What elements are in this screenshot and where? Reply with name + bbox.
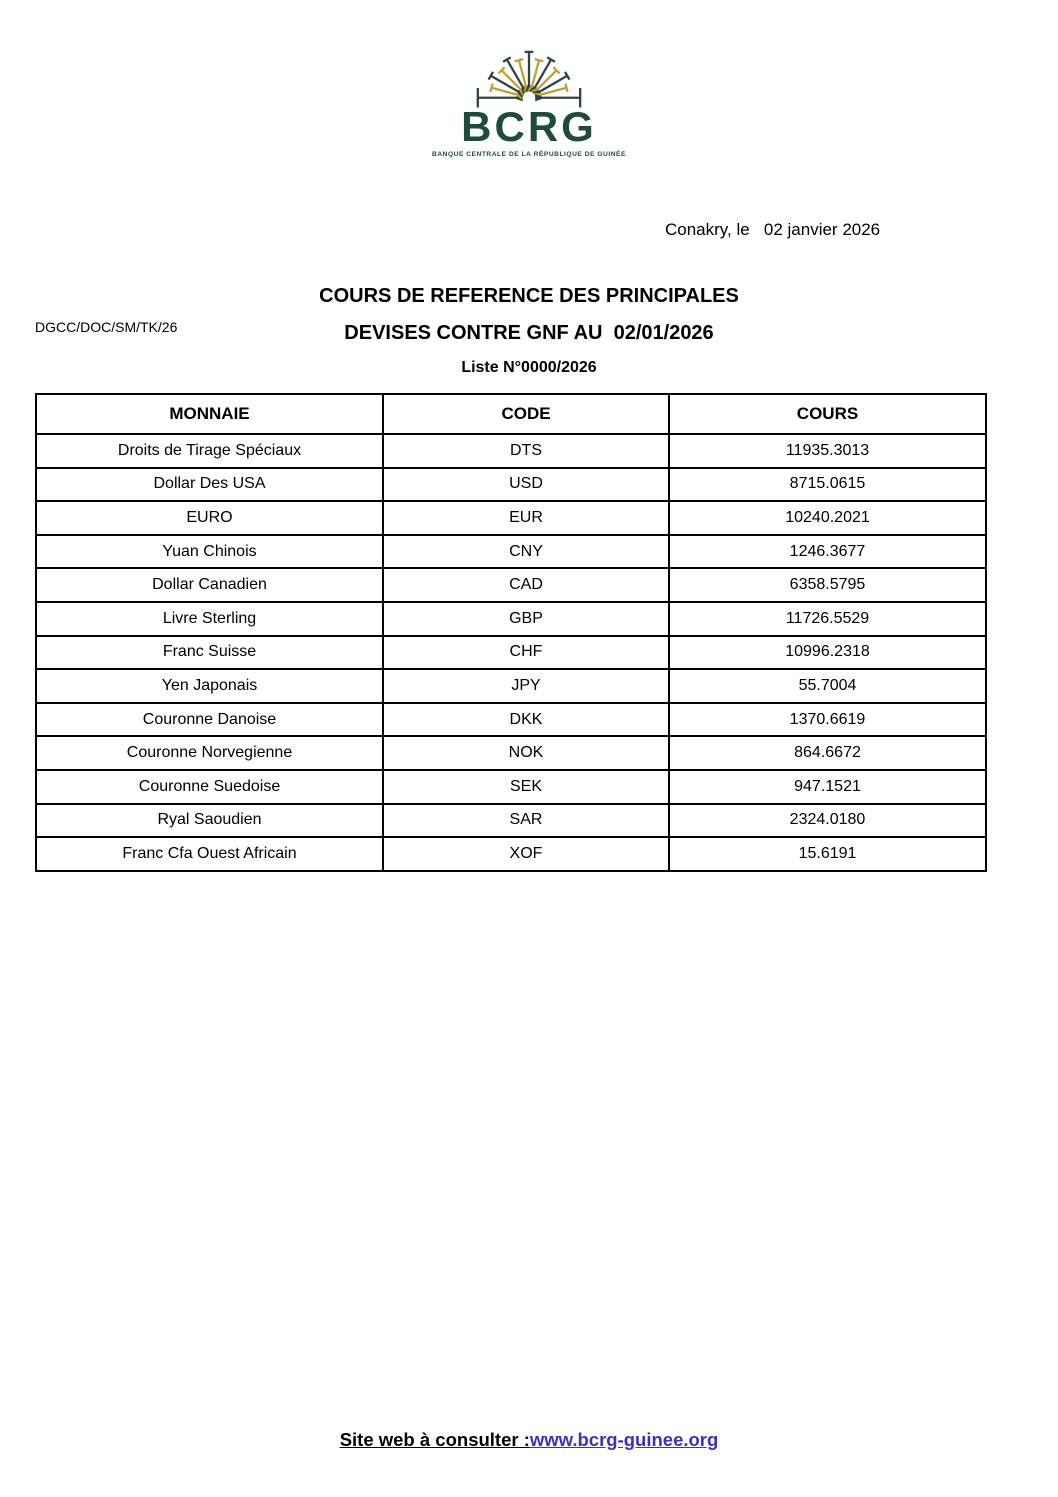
cell-monnaie: Dollar Canadien [36,568,383,602]
cell-code: DTS [383,434,669,468]
cell-code: CAD [383,568,669,602]
document-title-line1: COURS DE REFERENCE DES PRINCIPALES [319,285,739,307]
rates-table [35,393,987,872]
table-header-row [36,394,986,434]
table-row [36,770,986,804]
cell-monnaie: Couronne Norvegienne [36,736,383,770]
table-row [36,669,986,703]
cell-monnaie: Yuan Chinois [36,535,383,569]
cell-cours: 2324.0180 [669,804,986,838]
reference-number: DGCC/DOC/SM/TK/26 [35,319,178,335]
bcrg-logo-wordmark: BCRG [461,103,597,150]
cell-code: XOF [383,837,669,871]
table-row [36,501,986,535]
bcrg-logo-rays-icon [454,20,604,112]
website-link[interactable]: www.bcrg-guinee.org [529,1429,719,1450]
cell-monnaie: Franc Cfa Ouest Africain [36,837,383,871]
cell-monnaie: Livre Sterling [36,602,383,636]
cell-monnaie: Yen Japonais [36,669,383,703]
table-row [36,568,986,602]
cell-cours: 1246.3677 [669,535,986,569]
cell-cours: 10996.2318 [669,636,986,670]
cell-monnaie: Dollar Des USA [36,468,383,502]
cell-code: NOK [383,736,669,770]
cell-monnaie: Couronne Suedoise [36,770,383,804]
cell-monnaie: Franc Suisse [36,636,383,670]
cell-code: SAR [383,804,669,838]
cell-code: USD [383,468,669,502]
cell-code: EUR [383,501,669,535]
cell-cours: 947.1521 [669,770,986,804]
table-row [36,736,986,770]
table-row [36,602,986,636]
bcrg-logo-caption: BANQUE CENTRALE DE LA RÉPUBLIQUE DE GUINÉE [432,151,626,158]
table-row [36,434,986,468]
cell-code: CHF [383,636,669,670]
bcrg-logo [419,20,639,158]
cell-code: CNY [383,535,669,569]
column-header-code: CODE [383,394,669,434]
column-header-cours: COURS [669,394,986,434]
website-label: Site web à consulter : [339,1429,530,1450]
cell-cours: 11726.5529 [669,602,986,636]
table-row [36,837,986,871]
cell-monnaie: EURO [36,501,383,535]
cell-monnaie: Ryal Saoudien [36,804,383,838]
cell-code: SEK [383,770,669,804]
cell-cours: 6358.5795 [669,568,986,602]
table-row [36,535,986,569]
cell-cours: 10240.2021 [669,501,986,535]
cell-cours: 1370.6619 [669,703,986,737]
list-number: Liste N°0000/2026 [461,359,597,376]
footer-line [0,1429,1058,1451]
document-title-line2: DEVISES CONTRE GNF AU 02/01/2026 [344,322,714,344]
table-row [36,804,986,838]
cell-code: GBP [383,602,669,636]
cell-cours: 8715.0615 [669,468,986,502]
table-row [36,703,986,737]
cell-cours: 864.6672 [669,736,986,770]
cell-code: JPY [383,669,669,703]
cell-cours: 11935.3013 [669,434,986,468]
place-date-line: Conakry, le 02 janvier 2026 [665,220,881,239]
cell-monnaie: Droits de Tirage Spéciaux [36,434,383,468]
table-row [36,636,986,670]
cell-monnaie: Couronne Danoise [36,703,383,737]
table-row [36,468,986,502]
cell-cours: 15.6191 [669,837,986,871]
column-header-monnaie: MONNAIE [36,394,383,434]
cell-cours: 55.7004 [669,669,986,703]
cell-code: DKK [383,703,669,737]
